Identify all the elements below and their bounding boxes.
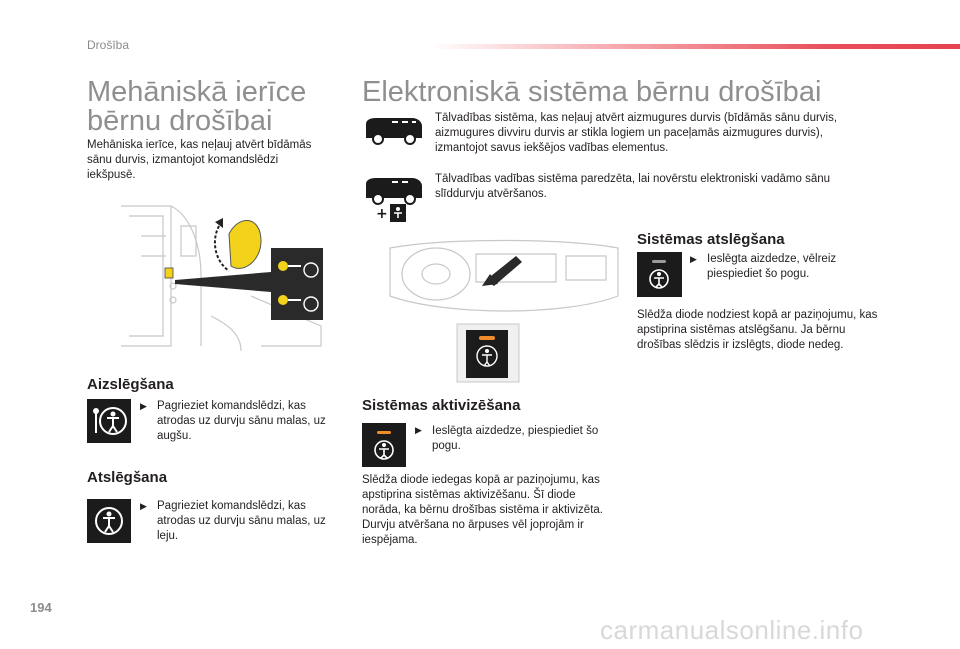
door-child-lock-illustration [111, 196, 331, 356]
deactivation-heading: Sistēmas atslēgšana [637, 231, 785, 248]
deactivation-bullet-icon: ▶ [690, 254, 697, 264]
child-lock-button-off-icon [637, 252, 682, 297]
unlocking-bullet-icon: ▶ [140, 501, 147, 511]
van-doors-icon [362, 112, 426, 148]
header-accent-line [430, 44, 960, 49]
dashboard-illustration [386, 236, 622, 384]
unlocking-heading: Atslēgšana [87, 469, 168, 486]
activation-text: Slēdža diode iedegas kopā ar paziņojumu, kas apstiprina sistēmas aktivizēšanu. Šī diode norāda, ka bērnu drošības sistēma ir aktivizēta. Durvju atvēršana no ārpuses vēl joprojām ir iespējama. [362, 474, 603, 546]
van-sliding-door-icon [362, 172, 426, 224]
child-lock-off-icon [87, 499, 131, 543]
left-intro: Mehāniska ierīce, kas neļauj atvērt bīdāmās sānu durvis, izmantojot komandslēdzi iekšpusē. [87, 139, 312, 181]
svg-text:+: + [376, 206, 388, 222]
left-title-line1: Mehāniskā ierīce [87, 76, 307, 108]
left-title [87, 78, 347, 136]
right-intro-1: Tālvadības sistēma, kas neļauj atvērt aizmugures durvis (bīdāmās sānu durvis, aizmugures divviru durvis ar stikla logiem un paceļamās aizmugures durvis), izmantojot savus iekšējos vadības elementus. [435, 112, 838, 154]
child-lock-button-on-icon [362, 423, 406, 467]
activation-bullet-text: Ieslēgta aizdedze, piespiediet šo pogu. [432, 425, 599, 452]
right-intro-2: Tālvadības vadības sistēma paredzēta, lai novērstu elektroniski vadāmo sānu slīddurvju atvēršanos. [435, 173, 831, 200]
section-label: Drošība [87, 38, 130, 52]
watermark: carmanualsonline.info [600, 615, 864, 645]
locking-bullet-icon: ▶ [140, 401, 147, 411]
locking-heading: Aizslēgšana [87, 376, 174, 393]
locking-text: Pagrieziet komandslēdzi, kas atrodas uz durvju sānu malas, uz augšu. [157, 400, 326, 442]
unlocking-text: Pagrieziet komandslēdzi, kas atrodas uz durvju sānu malas, uz leju. [157, 500, 326, 542]
deactivation-text: Slēdža diode nodziest kopā ar paziņojumu, kas apstiprina sistēmas atslēgšanu. Ja bērnu drošības slēdzis ir izslēgts, diode nedeg. [637, 309, 878, 351]
deactivation-bullet-text: Ieslēgta aizdedze, vēlreiz piespiediet šo pogu. [707, 253, 837, 280]
child-lock-on-icon [87, 399, 131, 443]
page-number: 194 [30, 600, 52, 615]
right-title: Elektroniskā sistēma bērnu drošībai [362, 76, 822, 108]
activation-heading: Sistēmas aktivizēšana [362, 397, 521, 414]
activation-bullet-icon: ▶ [415, 425, 422, 435]
left-title-line2: bērnu drošībai [87, 105, 273, 137]
